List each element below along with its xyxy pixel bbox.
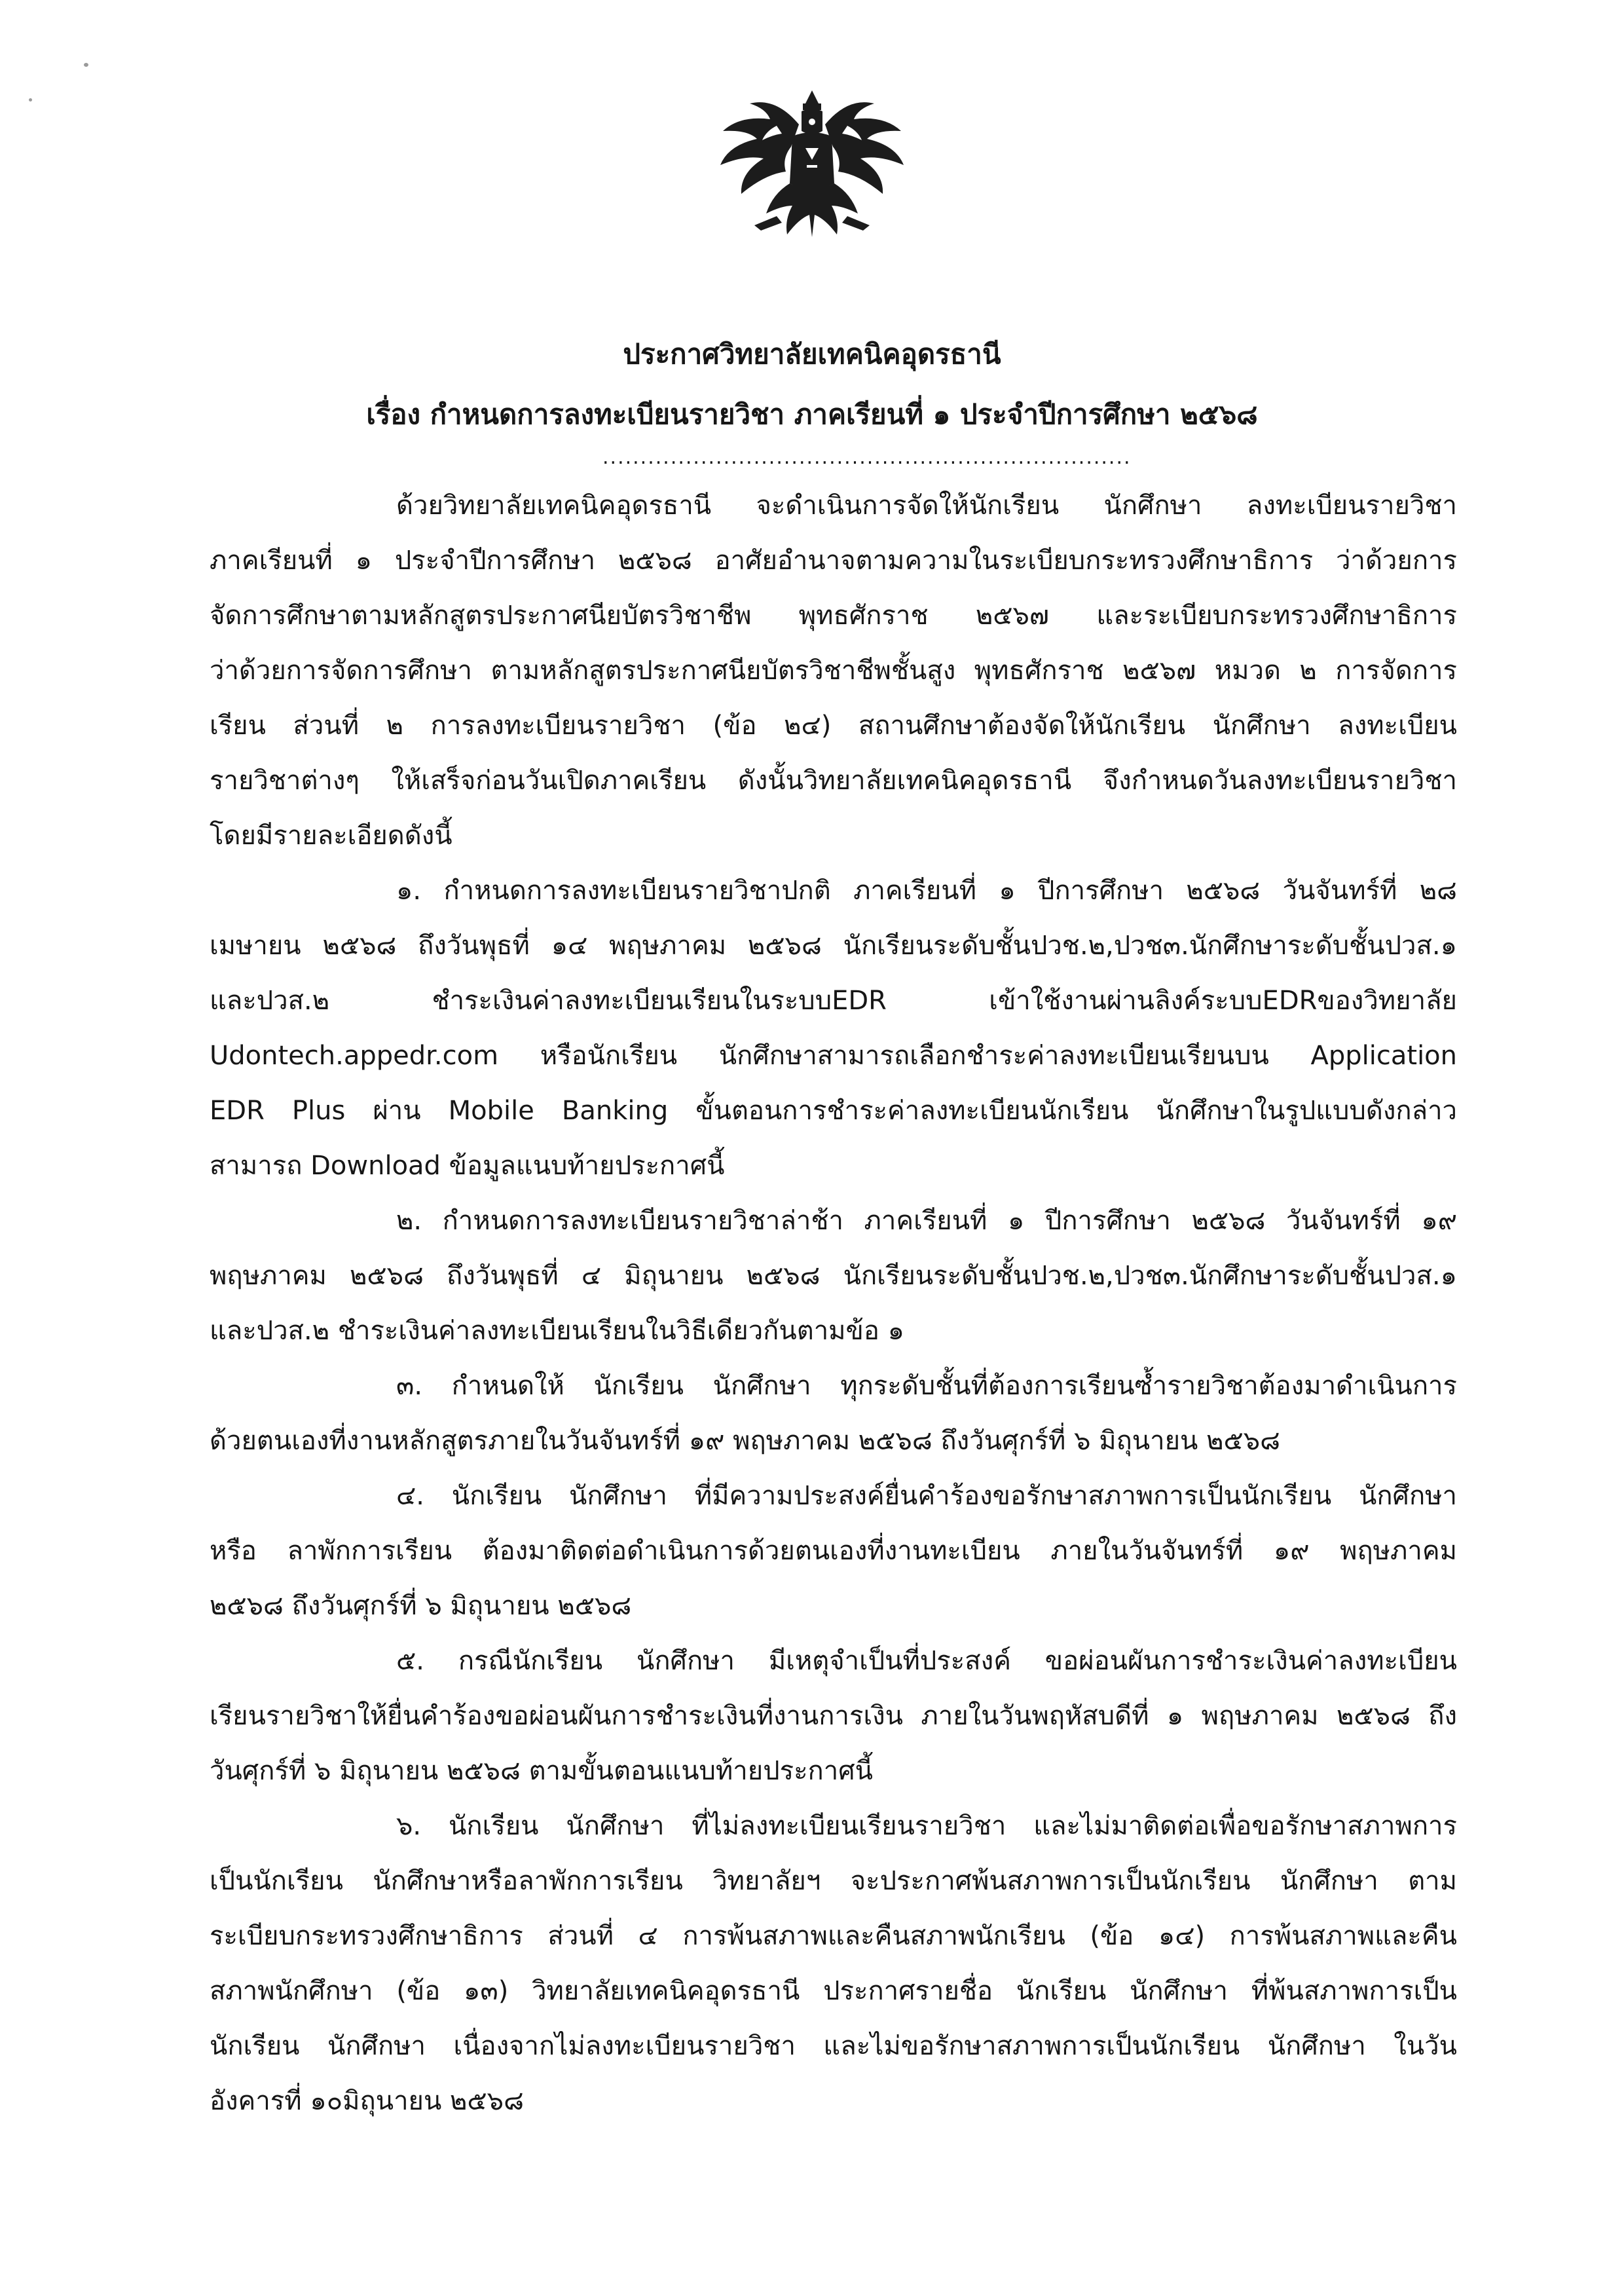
item-1-line: และปวส.๒ ชำระเงินค่าลงทะเบียนเรียนในระบบEDR เข้าใช้งานผ่านลิงค์ระบบEDRของวิทยาลัย: [210, 986, 1457, 1016]
item-6-line: ๖. นักเรียน นักศึกษา ที่ไม่ลงทะเบียนเรียนรายวิชา และไม่มาติดต่อเพื่อขอรักษาสภาพการ: [396, 1811, 1457, 1841]
item-6-line: นักเรียน นักศึกษา เนื่องจากไม่ลงทะเบียนรายวิชา และไม่ขอรักษาสภาพการเป็นนักเรียน นักศึกษา ในวัน: [210, 2031, 1457, 2061]
body-line: ภาคเรียนที่ ๑ ประจำปีการศึกษา ๒๕๖๘ อาศัยอำนาจตามความในระเบียบกระทรวงศึกษาธิการ ว่าด้วยการ: [210, 546, 1457, 576]
item-6-line: ระเบียบกระทรวงศึกษาธิการ ส่วนที่ ๔ การพ้นสภาพและคืนสภาพนักเรียน (ข้อ ๑๔) การพ้นสภาพและคืน: [210, 1921, 1457, 1951]
scan-speck: [84, 63, 88, 67]
body-line: เรียน ส่วนที่ ๒ การลงทะเบียนรายวิชา (ข้อ ๒๔) สถานศึกษาต้องจัดให้นักเรียน นักศึกษา ลงทะเบียน: [210, 711, 1457, 741]
item-4-line: ๔. นักเรียน นักศึกษา ที่มีความประสงค์ยื่นคำร้องขอรักษาสภาพการเป็นนักเรียน นักศึกษา: [396, 1481, 1457, 1511]
item-3-line: ๓. กำหนดให้ นักเรียน นักศึกษา ทุกระดับชั้นที่ต้องการเรียนซ้ำรายวิชาต้องมาดำเนินการ: [396, 1371, 1457, 1401]
item-2-line: พฤษภาคม ๒๕๖๘ ถึงวันพุธที่ ๔ มิถุนายน ๒๕๖๘ นักเรียนระดับชั้นปวช.๒,ปวช๓.นักศึกษาระดับชั้นปวส.๑: [210, 1261, 1457, 1291]
announcement-title: ประกาศวิทยาลัยเทคนิคอุดรธานี: [623, 338, 1001, 370]
item-5-line: ๕. กรณีนักเรียน นักศึกษา มีเหตุจำเป็นที่ประสงค์ ขอผ่อนผันการชำระเงินค่าลงทะเบียน: [396, 1646, 1457, 1676]
item-4-line: ๒๕๖๘ ถึงวันศุกร์ที่ ๖ มิถุนายน ๒๕๖๘: [210, 1591, 632, 1621]
item-6-line: อังคารที่ ๑๐มิถุนายน ๒๕๖๘: [210, 2086, 524, 2116]
item-1-line: สามารถ Download ข้อมูลแนบท้ายประกาศนี้: [210, 1151, 725, 1181]
body-line: รายวิชาต่างๆ ให้เสร็จก่อนวันเปิดภาคเรียน ดังนั้นวิทยาลัยเทคนิคอุดรธานี จึงกำหนดวันลงทะเบียนรายวิชา: [210, 766, 1457, 796]
announcement-subject: เรื่อง กำหนดการลงทะเบียนรายวิชา ภาคเรียนที่ ๑ ประจำปีการศึกษา ๒๕๖๘: [366, 398, 1258, 430]
body-line: ว่าด้วยการจัดการศึกษา ตามหลักสูตรประกาศนียบัตรวิชาชีพชั้นสูง พุทธศักราช ๒๕๖๗ หมวด ๒ การจัดการ: [210, 656, 1457, 686]
item-5-line: เรียนรายวิชาให้ยื่นคำร้องขอผ่อนผันการชำระเงินที่งานการเงิน ภายในวันพฤหัสบดีที่ ๑ พฤษภาคม ๒๕๖๘ ถึง: [210, 1701, 1457, 1731]
item-6-line: สภาพนักศึกษา (ข้อ ๑๓) วิทยาลัยเทคนิคอุดรธานี ประกาศรายชื่อ นักเรียน นักศึกษา ที่พ้นสภาพการเป็น: [210, 1976, 1457, 2006]
garuda-emblem: [714, 85, 910, 249]
body-line: ด้วยวิทยาลัยเทคนิคอุดรธานี จะดำเนินการจัดให้นักเรียน นักศึกษา ลงทะเบียนรายวิชา: [396, 491, 1457, 521]
scan-speck: [29, 98, 32, 102]
separator-dots: ......................................................................: [602, 446, 1132, 469]
body-line: จัดการศึกษาตามหลักสูตรประกาศนียบัตรวิชาชีพ พุทธศักราช ๒๕๖๗ และระเบียบกระทรวงศึกษาธิการ: [210, 601, 1457, 631]
item-2-line: ๒. กำหนดการลงทะเบียนรายวิชาล่าช้า ภาคเรียนที่ ๑ ปีการศึกษา ๒๕๖๘ วันจันทร์ที่ ๑๙: [396, 1206, 1458, 1236]
item-6-line: เป็นนักเรียน นักศึกษาหรือลาพักการเรียน วิทยาลัยฯ จะประกาศพ้นสภาพการเป็นนักเรียน นักศึกษา ตาม: [210, 1866, 1457, 1896]
item-3-line: ด้วยตนเองที่งานหลักสูตรภายในวันจันทร์ที่ ๑๙ พฤษภาคม ๒๕๖๘ ถึงวันศุกร์ที่ ๖ มิถุนายน ๒๕๖๘: [210, 1426, 1280, 1456]
item-5-line: วันศุกร์ที่ ๖ มิถุนายน ๒๕๖๘ ตามขั้นตอนแนบท้ายประกาศนี้: [210, 1756, 873, 1786]
item-1-line: Udontech.appedr.com หรือนักเรียน นักศึกษาสามารถเลือกชำระค่าลงทะเบียนเรียนบน Application: [210, 1041, 1457, 1071]
item-1-line: ๑. กำหนดการลงทะเบียนรายวิชาปกติ ภาคเรียนที่ ๑ ปีการศึกษา ๒๕๖๘ วันจันทร์ที่ ๒๘: [396, 876, 1457, 906]
item-1-line: EDR Plus ผ่าน Mobile Banking ขั้นตอนการชำระค่าลงทะเบียนนักเรียน นักศึกษาในรูปแบบดังกล่าว: [210, 1096, 1457, 1126]
body-line: โดยมีรายละเอียดดังนี้: [210, 821, 452, 851]
item-1-line: เมษายน ๒๕๖๘ ถึงวันพุธที่ ๑๔ พฤษภาคม ๒๕๖๘ นักเรียนระดับชั้นปวช.๒,ปวช๓.นักศึกษาระดับชั้นปวส.๑: [210, 931, 1457, 961]
item-4-line: หรือ ลาพักการเรียน ต้องมาติดต่อดำเนินการด้วยตนเองที่งานทะเบียน ภายในวันจันทร์ที่ ๑๙ พฤษภาคม: [210, 1536, 1457, 1566]
item-2-line: และปวส.๒ ชำระเงินค่าลงทะเบียนเรียนในวิธีเดียวกันตามข้อ ๑: [210, 1316, 904, 1346]
